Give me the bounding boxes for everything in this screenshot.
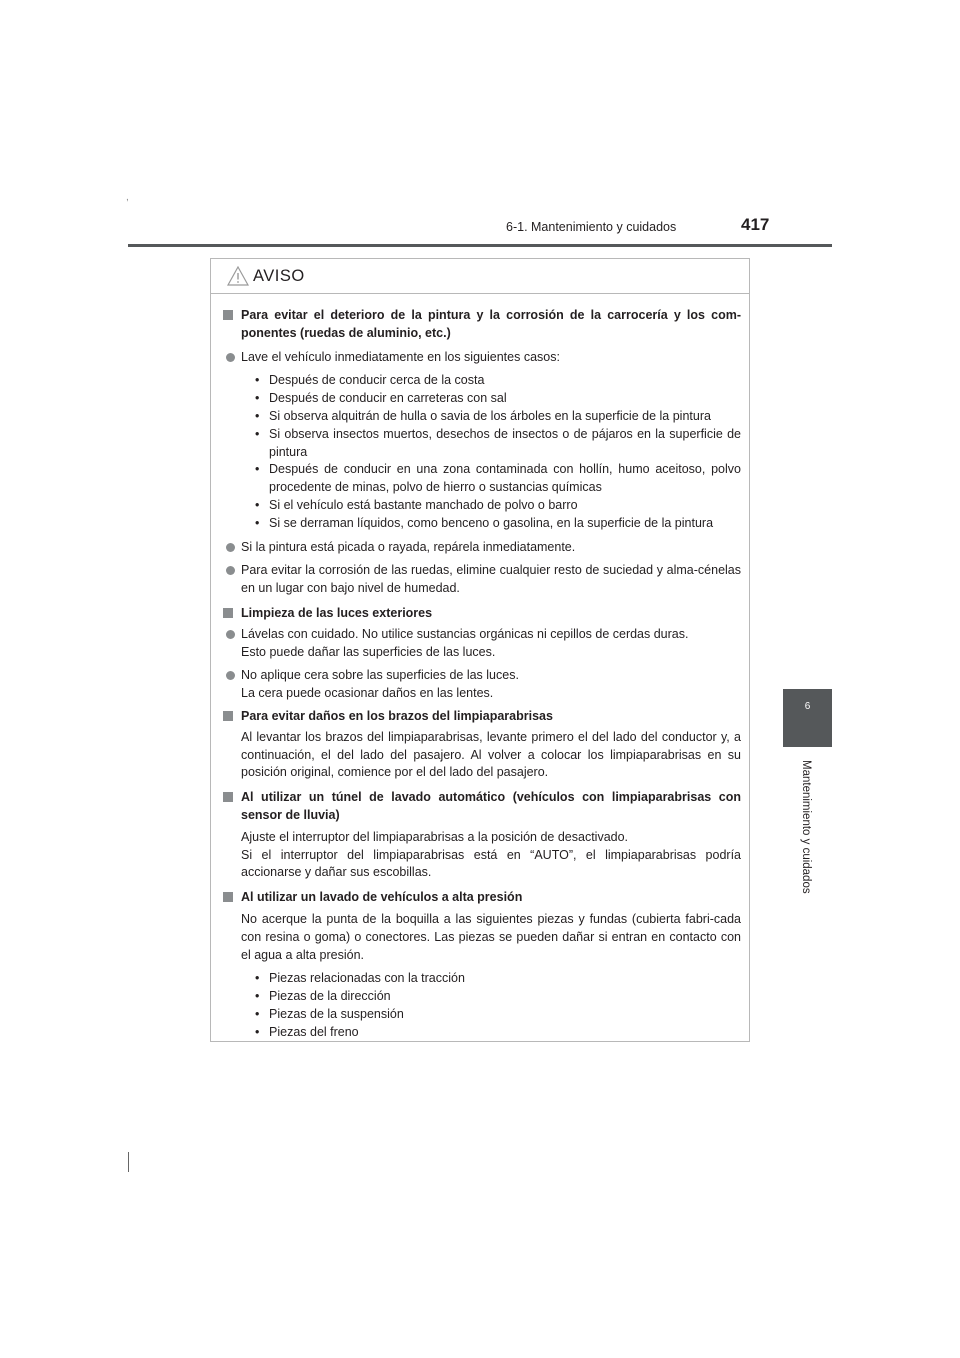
- section-heading: Limpieza de las luces exteriores: [223, 605, 741, 623]
- header-rule: [128, 244, 832, 247]
- square-bullet-icon: [223, 892, 233, 902]
- bullet-item: • Después de conducir en carreteras con sal: [255, 390, 741, 408]
- running-header-section: 6-1. Mantenimiento y cuidados: [506, 220, 677, 234]
- circle-bullet-icon: [226, 543, 235, 552]
- bullet-item: • Después de conducir cerca de la costa: [255, 372, 741, 390]
- bullet-list: [223, 970, 741, 1041]
- bullet-item: • Piezas del freno: [255, 1024, 741, 1042]
- circle-bullet-icon: [226, 630, 235, 639]
- section-heading: Para evitar daños en los brazos del limpiaparabrisas: [223, 708, 741, 726]
- circle-bullet-icon: [226, 566, 235, 575]
- circle-bullet-icon: [226, 353, 235, 362]
- square-bullet-icon: [223, 711, 233, 721]
- bullet-item: • Si observa alquitrán de hulla o savia de los árboles en la superficie de la pintura: [255, 408, 741, 426]
- bullet-item: • Piezas de la dirección: [255, 988, 741, 1006]
- square-bullet-icon: [223, 608, 233, 618]
- paragraph: Ajuste el interruptor del limpiaparabrisas a la posición de desactivado. Si el interruptor del limpiaparabrisas está en “AUTO”, el limpiaparabrisas podría accionarse y dañar sus escobillas.: [241, 829, 741, 880]
- square-bullet-icon: [223, 310, 233, 320]
- list-item: Para evitar la corrosión de las ruedas, elimine cualquier resto de suciedad y alma-cénelas en un lugar con bajo nivel de humedad.: [223, 562, 741, 598]
- crop-mark-line: [128, 1152, 129, 1172]
- list-item: No aplique cera sobre las superficies de las luces. La cera puede ocasionar daños en las lentes.: [223, 667, 741, 703]
- crop-mark: ,: [126, 192, 129, 203]
- notice-content: [211, 294, 749, 1041]
- list-item: Lávelas con cuidado. No utilice sustancias orgánicas ni cepillos de cerdas duras. Esto puede dañar las superficies de las luces.: [223, 626, 741, 662]
- chapter-tab: [783, 689, 832, 747]
- circle-bullet-icon: [226, 671, 235, 680]
- section-heading: Al utilizar un túnel de lavado automático (vehículos con limpiaparabrisas con sensor de lluvia): [223, 789, 741, 825]
- paragraph: No acerque la punta de la boquilla a las siguientes piezas y fundas (cubierta fabri-cada con resina o goma) o conectores. Las piezas se pueden dañar si entran en contacto con el agua a alta presión.: [241, 911, 741, 962]
- chapter-side-label: Mantenimiento y cuidados: [800, 760, 812, 894]
- bullet-item: • Piezas de la suspensión: [255, 1006, 741, 1024]
- list-item: Lave el vehículo inmediatamente en los siguientes casos:: [223, 349, 741, 367]
- chapter-number: 6: [804, 701, 811, 712]
- section-heading: Para evitar el deterioro de la pintura y la corrosión de la carrocería y los com-ponentes (ruedas de aluminio, etc.): [223, 307, 741, 343]
- notice-title: AVISO: [253, 266, 305, 285]
- square-bullet-icon: [223, 792, 233, 802]
- bullet-item: • Si observa insectos muertos, desechos de insectos o de pájaros en la superficie de pintura: [255, 426, 741, 462]
- bullet-list: [223, 372, 741, 532]
- list-item: Si la pintura está picada o rayada, repárela inmediatamente.: [223, 539, 741, 557]
- page-number: 417: [741, 215, 770, 234]
- bullet-item: • Después de conducir en una zona contaminada con hollín, humo aceitoso, polvo procedente de minas, polvo de hierro o sustancias químicas: [255, 461, 741, 497]
- bullet-item: • Piezas relacionadas con la tracción: [255, 970, 741, 988]
- section-heading: Al utilizar un lavado de vehículos a alta presión: [223, 889, 741, 907]
- paragraph: Al levantar los brazos del limpiaparabrisas, levante primero el del lado del conductor y, a continuación, el del lado del pasajero. Al volver a colocar los limpiaparabrisas en su posición original, comience por el del lado del pasajero.: [241, 729, 741, 780]
- bullet-item: • Si el vehículo está bastante manchado de polvo o barro: [255, 497, 741, 515]
- bullet-item: • Si se derraman líquidos, como benceno o gasolina, en la superficie de la pintura: [255, 515, 741, 533]
- notice-box: [210, 258, 750, 1042]
- notice-header: [211, 259, 749, 294]
- warning-triangle-icon: [227, 266, 249, 286]
